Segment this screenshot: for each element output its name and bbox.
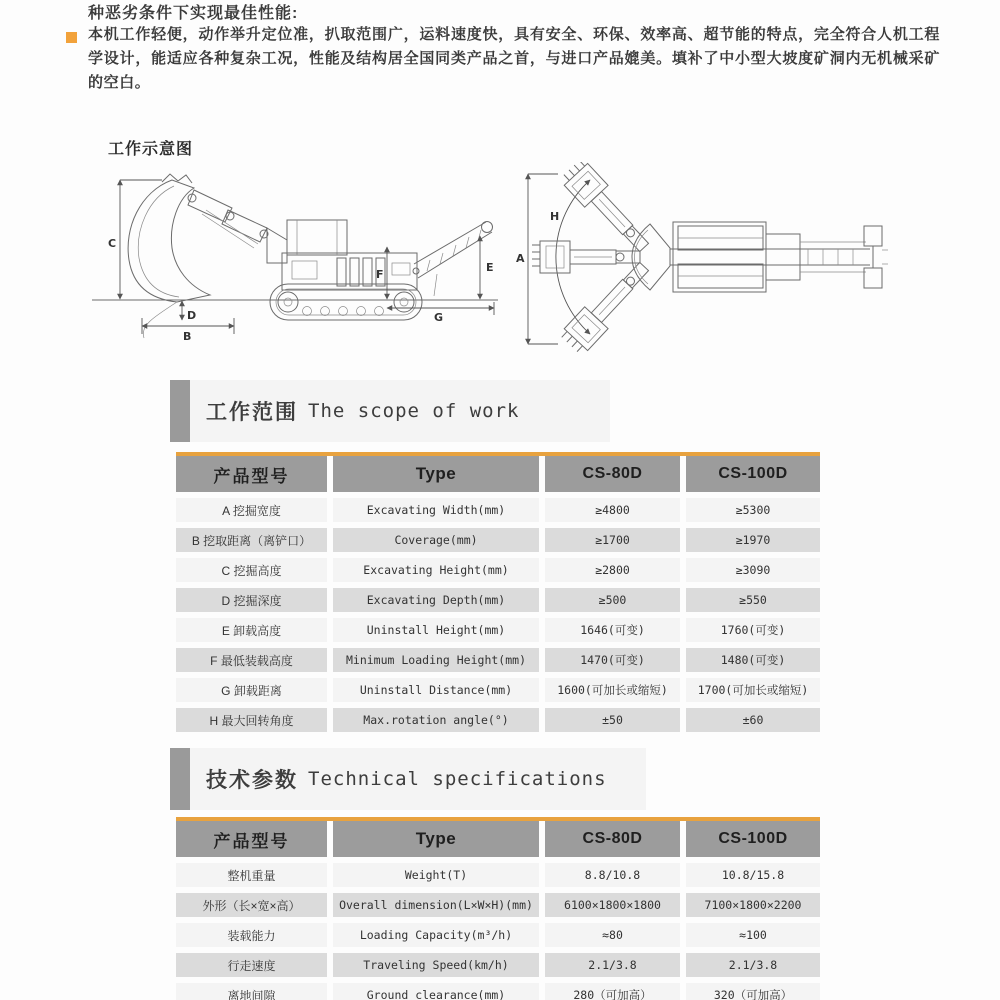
section-title-en: Technical specifications xyxy=(308,768,607,790)
dim-label-G: G xyxy=(434,311,444,324)
conveyor-support xyxy=(434,274,437,296)
section-bar xyxy=(170,380,190,442)
orange-bullet-icon xyxy=(66,32,77,43)
param-cn: E 卸载高度 xyxy=(176,618,327,642)
value-cs80d: 1646(可变) xyxy=(545,618,680,642)
param-en: Excavating Width(mm) xyxy=(333,498,539,522)
arm-position-lower xyxy=(559,162,656,258)
gathering-head xyxy=(632,224,670,290)
spec-table xyxy=(176,817,820,1000)
header-type: Type xyxy=(333,456,539,492)
header-param: 产品型号 xyxy=(176,821,327,857)
end-roller-bottom xyxy=(864,268,882,288)
param-cn: A 挖掘宽度 xyxy=(176,498,327,522)
bucket-outline xyxy=(128,180,210,302)
scope-table-header xyxy=(176,452,820,492)
param-en: Loading Capacity(m³/h) xyxy=(333,923,539,947)
bucket-drop-curve xyxy=(143,302,177,338)
param-en: Weight(T) xyxy=(333,863,539,887)
section-box xyxy=(190,748,646,810)
header-param: 产品型号 xyxy=(176,456,327,492)
section-box xyxy=(190,380,610,442)
diagram-heading: 工作示意图 xyxy=(108,141,194,158)
dim-label-H: H xyxy=(550,210,560,223)
dim-label-C: C xyxy=(108,237,117,250)
bucket-inner-curve xyxy=(138,186,179,297)
table-row xyxy=(176,953,820,977)
value-cs80d: ≥2800 xyxy=(545,558,680,582)
table-row xyxy=(176,498,820,522)
end-roller-top xyxy=(864,226,882,246)
rear-sprocket xyxy=(394,292,414,312)
dim-label-A: A xyxy=(516,252,525,265)
param-cn: 外形（长×宽×高） xyxy=(176,893,327,917)
road-wheels xyxy=(375,307,384,316)
scope-table xyxy=(176,452,820,732)
table-row xyxy=(176,983,820,1000)
param-cn: D 挖掘深度 xyxy=(176,588,327,612)
param-cn: H 最大回转角度 xyxy=(176,708,327,732)
top-view-drawing xyxy=(498,162,943,362)
cab-frame xyxy=(287,220,347,255)
table-row xyxy=(176,528,820,552)
value-cs100d: ≥3090 xyxy=(686,558,820,582)
gathering-head-inner xyxy=(635,230,649,284)
param-cn: F 最低装载高度 xyxy=(176,648,327,672)
value-cs80d: ±50 xyxy=(545,708,680,732)
param-en: Max.rotation angle(°) xyxy=(333,708,539,732)
intro-tail-line: 种恶劣条件下实现最佳性能: xyxy=(88,5,299,22)
table-row xyxy=(176,588,820,612)
param-en: Uninstall Height(mm) xyxy=(333,618,539,642)
value-cs100d: 10.8/15.8 xyxy=(686,863,820,887)
param-en: Excavating Depth(mm) xyxy=(333,588,539,612)
side-view-drawing xyxy=(82,168,502,353)
param-en: Coverage(mm) xyxy=(333,528,539,552)
param-en: Ground clearance(mm) xyxy=(333,983,539,1000)
param-cn: 整机重量 xyxy=(176,863,327,887)
param-en: Traveling Speed(km/h) xyxy=(333,953,539,977)
section-title-en: The scope of work xyxy=(308,400,520,422)
value-cs100d: ±60 xyxy=(686,708,820,732)
value-cs80d: 1470(可变) xyxy=(545,648,680,672)
dim-label-B: B xyxy=(183,330,192,343)
boom-mount xyxy=(267,228,287,263)
header-cs80d: CS-80D xyxy=(545,821,680,857)
table-row xyxy=(176,863,820,887)
value-cs100d: ≥1970 xyxy=(686,528,820,552)
value-cs100d: ≥550 xyxy=(686,588,820,612)
arm-position-center xyxy=(532,241,640,273)
value-cs80d: ≈80 xyxy=(545,923,680,947)
value-cs100d: ≥5300 xyxy=(686,498,820,522)
value-cs100d: ≈100 xyxy=(686,923,820,947)
track-inner xyxy=(276,289,416,315)
conveyor-drum xyxy=(482,222,493,233)
param-en: Uninstall Distance(mm) xyxy=(333,678,539,702)
value-cs100d: 2.1/3.8 xyxy=(686,953,820,977)
value-cs100d: 1760(可变) xyxy=(686,618,820,642)
table-row xyxy=(176,618,820,642)
param-cn: G 卸载距离 xyxy=(176,678,327,702)
dim-label-F: F xyxy=(376,268,384,281)
table-row xyxy=(176,708,820,732)
value-cs100d: 1480(可变) xyxy=(686,648,820,672)
value-cs80d: 2.1/3.8 xyxy=(545,953,680,977)
value-cs80d: ≥4800 xyxy=(545,498,680,522)
param-cn: B 挖取距离（离铲口） xyxy=(176,528,327,552)
value-cs80d: 280（可加高） xyxy=(545,983,680,1000)
table-row xyxy=(176,558,820,582)
conveyor-hinge xyxy=(413,268,419,274)
header-cs100d: CS-100D xyxy=(686,456,820,492)
value-cs80d: ≥500 xyxy=(545,588,680,612)
rear-panel xyxy=(392,263,410,275)
spec-table-header xyxy=(176,817,820,857)
dim-label-E: E xyxy=(486,261,494,274)
param-en: Overall dimension(L×W×H)(mm) xyxy=(333,893,539,917)
engine-box-top xyxy=(766,234,800,280)
header-type: Type xyxy=(333,821,539,857)
value-cs80d: 6100×1800×1800 xyxy=(545,893,680,917)
value-cs80d: 8.8/10.8 xyxy=(545,863,680,887)
intro-paragraph: 本机工作轻便，动作举升定位准，扒取范围广，运料速度快，具有安全、环保、效率高、超节能的特点，完全符合人机工程学设计，能适应各种复杂工况，性能及结构居全国同类产品之首，与进口产品媲美。填补了中小型大坡度矿洞内无机械采矿的空白。 xyxy=(88,26,940,91)
value-cs100d: 1700(可加长或缩短) xyxy=(686,678,820,702)
body-outline-top xyxy=(673,222,766,292)
table-row xyxy=(176,678,820,702)
value-cs100d: 7100×1800×2200 xyxy=(686,893,820,917)
section-title-cn: 工作范围 xyxy=(206,401,298,424)
param-cn: 离地间隙 xyxy=(176,983,327,1000)
header-cs80d: CS-80D xyxy=(545,456,680,492)
value-cs100d: 320（可加高） xyxy=(686,983,820,1000)
scope-table-body xyxy=(176,498,820,732)
param-cn: 装载能力 xyxy=(176,923,327,947)
dim-label-D: D xyxy=(187,309,197,322)
arm-joint-2 xyxy=(226,212,234,220)
front-sprocket xyxy=(278,292,298,312)
spec-table-body xyxy=(176,863,820,1000)
section-bar xyxy=(170,748,190,810)
section-scope-title xyxy=(170,380,610,442)
body-panel xyxy=(292,261,317,279)
header-cs100d: CS-100D xyxy=(686,821,820,857)
table-row xyxy=(176,923,820,947)
param-cn: 行走速度 xyxy=(176,953,327,977)
value-cs80d: 1600(可加长或缩短) xyxy=(545,678,680,702)
table-row xyxy=(176,893,820,917)
param-en: Excavating Height(mm) xyxy=(333,558,539,582)
section-title-cn: 技术参数 xyxy=(206,769,298,792)
section-spec-title xyxy=(170,748,646,810)
param-en: Minimum Loading Height(mm) xyxy=(333,648,539,672)
value-cs80d: ≥1700 xyxy=(545,528,680,552)
arm-position-upper xyxy=(559,256,656,357)
param-cn: C 挖掘高度 xyxy=(176,558,327,582)
table-row xyxy=(176,648,820,672)
